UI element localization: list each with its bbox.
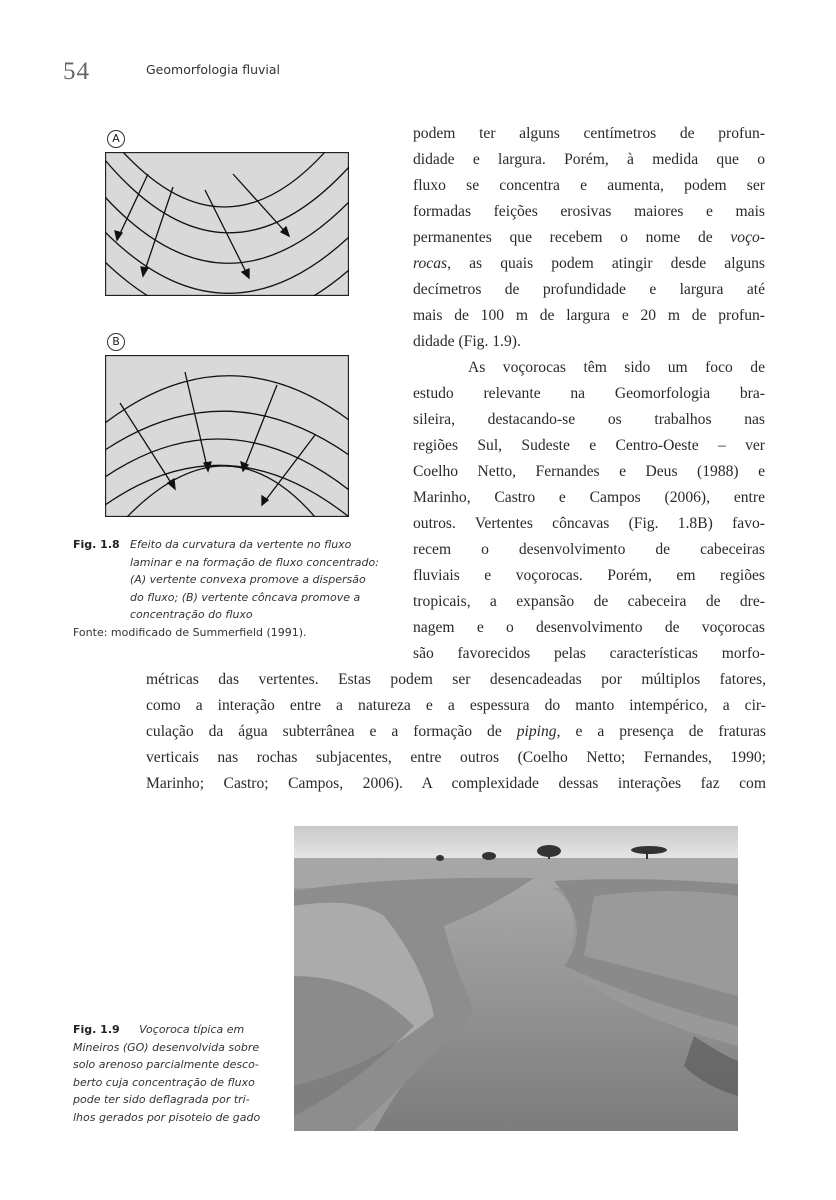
figure-1-9-caption bbox=[73, 1021, 278, 1126]
italic-term: rocas bbox=[413, 255, 448, 272]
text-line: Marinho; Castro; Campos, 2006). A complexidade dessas interações faz com bbox=[146, 775, 766, 792]
text-line: podem ter alguns centímetros de profun- bbox=[413, 125, 765, 142]
text-line: outros. Vertentes côncavas (Fig. 1.8B) favo- bbox=[413, 515, 765, 532]
panel-b-label: B bbox=[107, 333, 125, 351]
text-line: métricas das vertentes. Estas podem ser desencadeadas por múltiplos fatores, bbox=[146, 671, 766, 688]
text-line: estudo relevante na Geomorfologia bra- bbox=[413, 385, 765, 402]
text-line: verticais nas rochas subjacentes, entre outros (Coelho Netto; Fernandes, 1990; bbox=[146, 749, 766, 766]
caption-line: Efeito da curvatura da vertente no fluxo bbox=[130, 538, 352, 551]
running-title: Geomorfologia fluvial bbox=[146, 62, 280, 77]
caption-line: lhos gerados por pisoteio de gado bbox=[73, 1110, 261, 1124]
caption-line: pode ter sido deflagrada por tri- bbox=[73, 1093, 250, 1106]
figure-label: Fig. 1.9 bbox=[73, 1023, 120, 1036]
text-line: nagem e o desenvolvimento de voçorocas bbox=[413, 619, 765, 636]
caption-line: berto cuja concentração de fluxo bbox=[73, 1075, 255, 1089]
text-run: permanentes que recebem o nome de bbox=[413, 229, 731, 246]
diagram-concave-slope bbox=[105, 355, 349, 517]
text-line: fluviais e voçorocas. Porém, em regiões bbox=[413, 567, 765, 584]
text-line: didade e largura. Porém, à medida que o bbox=[413, 151, 765, 168]
text-line: como a interação entre a natureza e a espessura do manto intempérico, a cir- bbox=[146, 697, 766, 714]
text-line: regiões Sul, Sudeste e Centro-Oeste – ver bbox=[413, 437, 765, 454]
caption-line: Mineiros (GO) desenvolvida sobre bbox=[73, 1040, 260, 1054]
caption-line: laminar e na formação de fluxo concentrado: bbox=[130, 555, 379, 569]
caption-line: solo arenoso parcialmente desco- bbox=[73, 1058, 259, 1071]
italic-term: piping bbox=[516, 723, 557, 740]
figure-source: Fonte: modificado de Summerfield (1991). bbox=[73, 625, 307, 639]
gully-photograph bbox=[294, 826, 738, 1131]
body-paragraph-2-continued bbox=[146, 667, 766, 797]
text-run: , e a presença de fraturas bbox=[556, 723, 766, 740]
text-line bbox=[413, 225, 765, 251]
page-number: 54 bbox=[63, 58, 90, 85]
figure-1-8-caption bbox=[73, 536, 403, 641]
text-run: culação da água subterrânea e a formação de bbox=[146, 723, 517, 740]
text-line: mais de 100 m de largura e 20 m de profun- bbox=[413, 307, 765, 324]
caption-line: (A) vertente convexa promove a dispersão bbox=[130, 573, 366, 586]
text-line: sileira, destacando-se os trabalhos nas bbox=[413, 411, 765, 428]
caption-line: do fluxo; (B) vertente côncava promove a bbox=[130, 590, 361, 604]
panel-a-label: A bbox=[107, 130, 125, 148]
text-line: As voçorocas têm sido um foco de bbox=[468, 359, 765, 376]
caption-line: Voçoroca típica em bbox=[139, 1023, 245, 1036]
caption-line: concentração do fluxo bbox=[130, 608, 253, 621]
text-run: , as quais podem atingir desde alguns bbox=[447, 255, 765, 272]
text-line: fluxo se concentra e aumenta, podem ser bbox=[413, 177, 765, 194]
body-paragraph-2 bbox=[413, 355, 765, 667]
text-line: didade (Fig. 1.9). bbox=[413, 333, 521, 350]
figure-label: Fig. 1.8 bbox=[73, 538, 120, 551]
text-line bbox=[413, 251, 765, 277]
text-line: Marinho, Castro e Campos (2006), entre bbox=[413, 489, 765, 506]
diagram-convex-slope bbox=[105, 152, 349, 296]
italic-term: voço- bbox=[730, 229, 765, 246]
text-line: decímetros de profundidade e largura até bbox=[413, 281, 765, 298]
text-line bbox=[146, 719, 766, 745]
body-paragraph-1 bbox=[413, 121, 765, 355]
text-line: são favorecidos pelas características morfo- bbox=[413, 645, 765, 662]
text-line: formadas feições erosivas maiores e mais bbox=[413, 203, 765, 220]
text-line: tropicais, a expansão de cabeceira de dre- bbox=[413, 593, 765, 610]
text-line: Coelho Netto, Fernandes e Deus (1988) e bbox=[413, 463, 765, 480]
text-line: recem o desenvolvimento de cabeceiras bbox=[413, 541, 765, 558]
